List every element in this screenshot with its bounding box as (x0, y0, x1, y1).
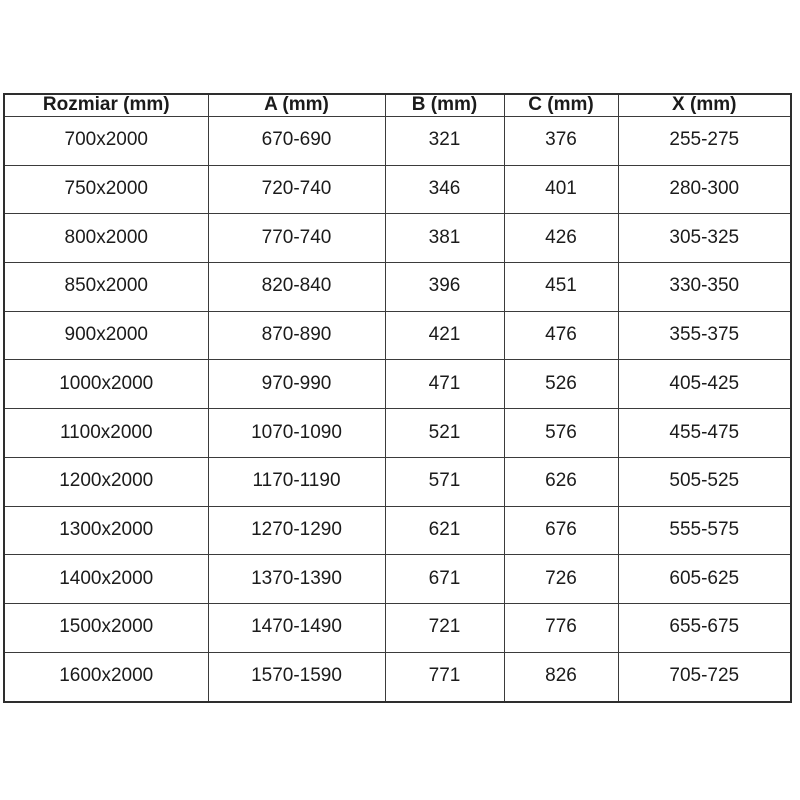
table-body (4, 116, 791, 702)
header-row (4, 94, 791, 116)
table-cell: 970-990 (208, 360, 385, 409)
table-cell: 800x2000 (4, 214, 208, 263)
table-cell: 870-890 (208, 311, 385, 360)
table-row (4, 603, 791, 652)
table-cell: 1100x2000 (4, 409, 208, 458)
column-header: Rozmiar (mm) (4, 94, 208, 116)
table-row (4, 652, 791, 702)
size-table (3, 93, 792, 703)
table-cell: 280-300 (618, 165, 791, 214)
table-row (4, 457, 791, 506)
table-cell: 820-840 (208, 263, 385, 312)
table-row (4, 263, 791, 312)
table-cell: 771 (385, 652, 504, 702)
table-row (4, 214, 791, 263)
table-cell: 726 (504, 555, 618, 604)
table-cell: 1370-1390 (208, 555, 385, 604)
table-cell: 700x2000 (4, 116, 208, 165)
table-cell: 396 (385, 263, 504, 312)
table-cell: 770-740 (208, 214, 385, 263)
table-cell: 1170-1190 (208, 457, 385, 506)
table-cell: 405-425 (618, 360, 791, 409)
table-cell: 676 (504, 506, 618, 555)
table-cell: 451 (504, 263, 618, 312)
table-cell: 421 (385, 311, 504, 360)
table-cell: 401 (504, 165, 618, 214)
table-cell: 1500x2000 (4, 603, 208, 652)
table-cell: 576 (504, 409, 618, 458)
table-cell: 721 (385, 603, 504, 652)
table-cell: 655-675 (618, 603, 791, 652)
column-header: X (mm) (618, 94, 791, 116)
table-cell: 670-690 (208, 116, 385, 165)
table-cell: 1400x2000 (4, 555, 208, 604)
table-cell: 381 (385, 214, 504, 263)
table-cell: 720-740 (208, 165, 385, 214)
table-cell: 1000x2000 (4, 360, 208, 409)
table-cell: 305-325 (618, 214, 791, 263)
table-cell: 426 (504, 214, 618, 263)
table-cell: 1200x2000 (4, 457, 208, 506)
table-row (4, 409, 791, 458)
column-header: A (mm) (208, 94, 385, 116)
table-cell: 376 (504, 116, 618, 165)
table-cell: 555-575 (618, 506, 791, 555)
table-cell: 1270-1290 (208, 506, 385, 555)
table-cell: 471 (385, 360, 504, 409)
table-cell: 1600x2000 (4, 652, 208, 702)
table-cell: 255-275 (618, 116, 791, 165)
table-cell: 455-475 (618, 409, 791, 458)
table-cell: 605-625 (618, 555, 791, 604)
table-cell: 900x2000 (4, 311, 208, 360)
table-row (4, 555, 791, 604)
table-cell: 776 (504, 603, 618, 652)
table-cell: 826 (504, 652, 618, 702)
table-cell: 346 (385, 165, 504, 214)
column-header: C (mm) (504, 94, 618, 116)
table-cell: 476 (504, 311, 618, 360)
table-cell: 571 (385, 457, 504, 506)
table-cell: 850x2000 (4, 263, 208, 312)
table-cell: 750x2000 (4, 165, 208, 214)
table-cell: 1300x2000 (4, 506, 208, 555)
table-row (4, 360, 791, 409)
table-cell: 626 (504, 457, 618, 506)
table-row (4, 165, 791, 214)
table-cell: 671 (385, 555, 504, 604)
table-cell: 526 (504, 360, 618, 409)
table-cell: 355-375 (618, 311, 791, 360)
table-cell: 330-350 (618, 263, 791, 312)
table-cell: 1570-1590 (208, 652, 385, 702)
column-header: B (mm) (385, 94, 504, 116)
table-cell: 1470-1490 (208, 603, 385, 652)
table-cell: 621 (385, 506, 504, 555)
table-cell: 1070-1090 (208, 409, 385, 458)
size-table-container (3, 93, 792, 703)
table-row (4, 311, 791, 360)
table-row (4, 116, 791, 165)
table-row (4, 506, 791, 555)
table-cell: 705-725 (618, 652, 791, 702)
table-cell: 505-525 (618, 457, 791, 506)
table-cell: 321 (385, 116, 504, 165)
table-cell: 521 (385, 409, 504, 458)
